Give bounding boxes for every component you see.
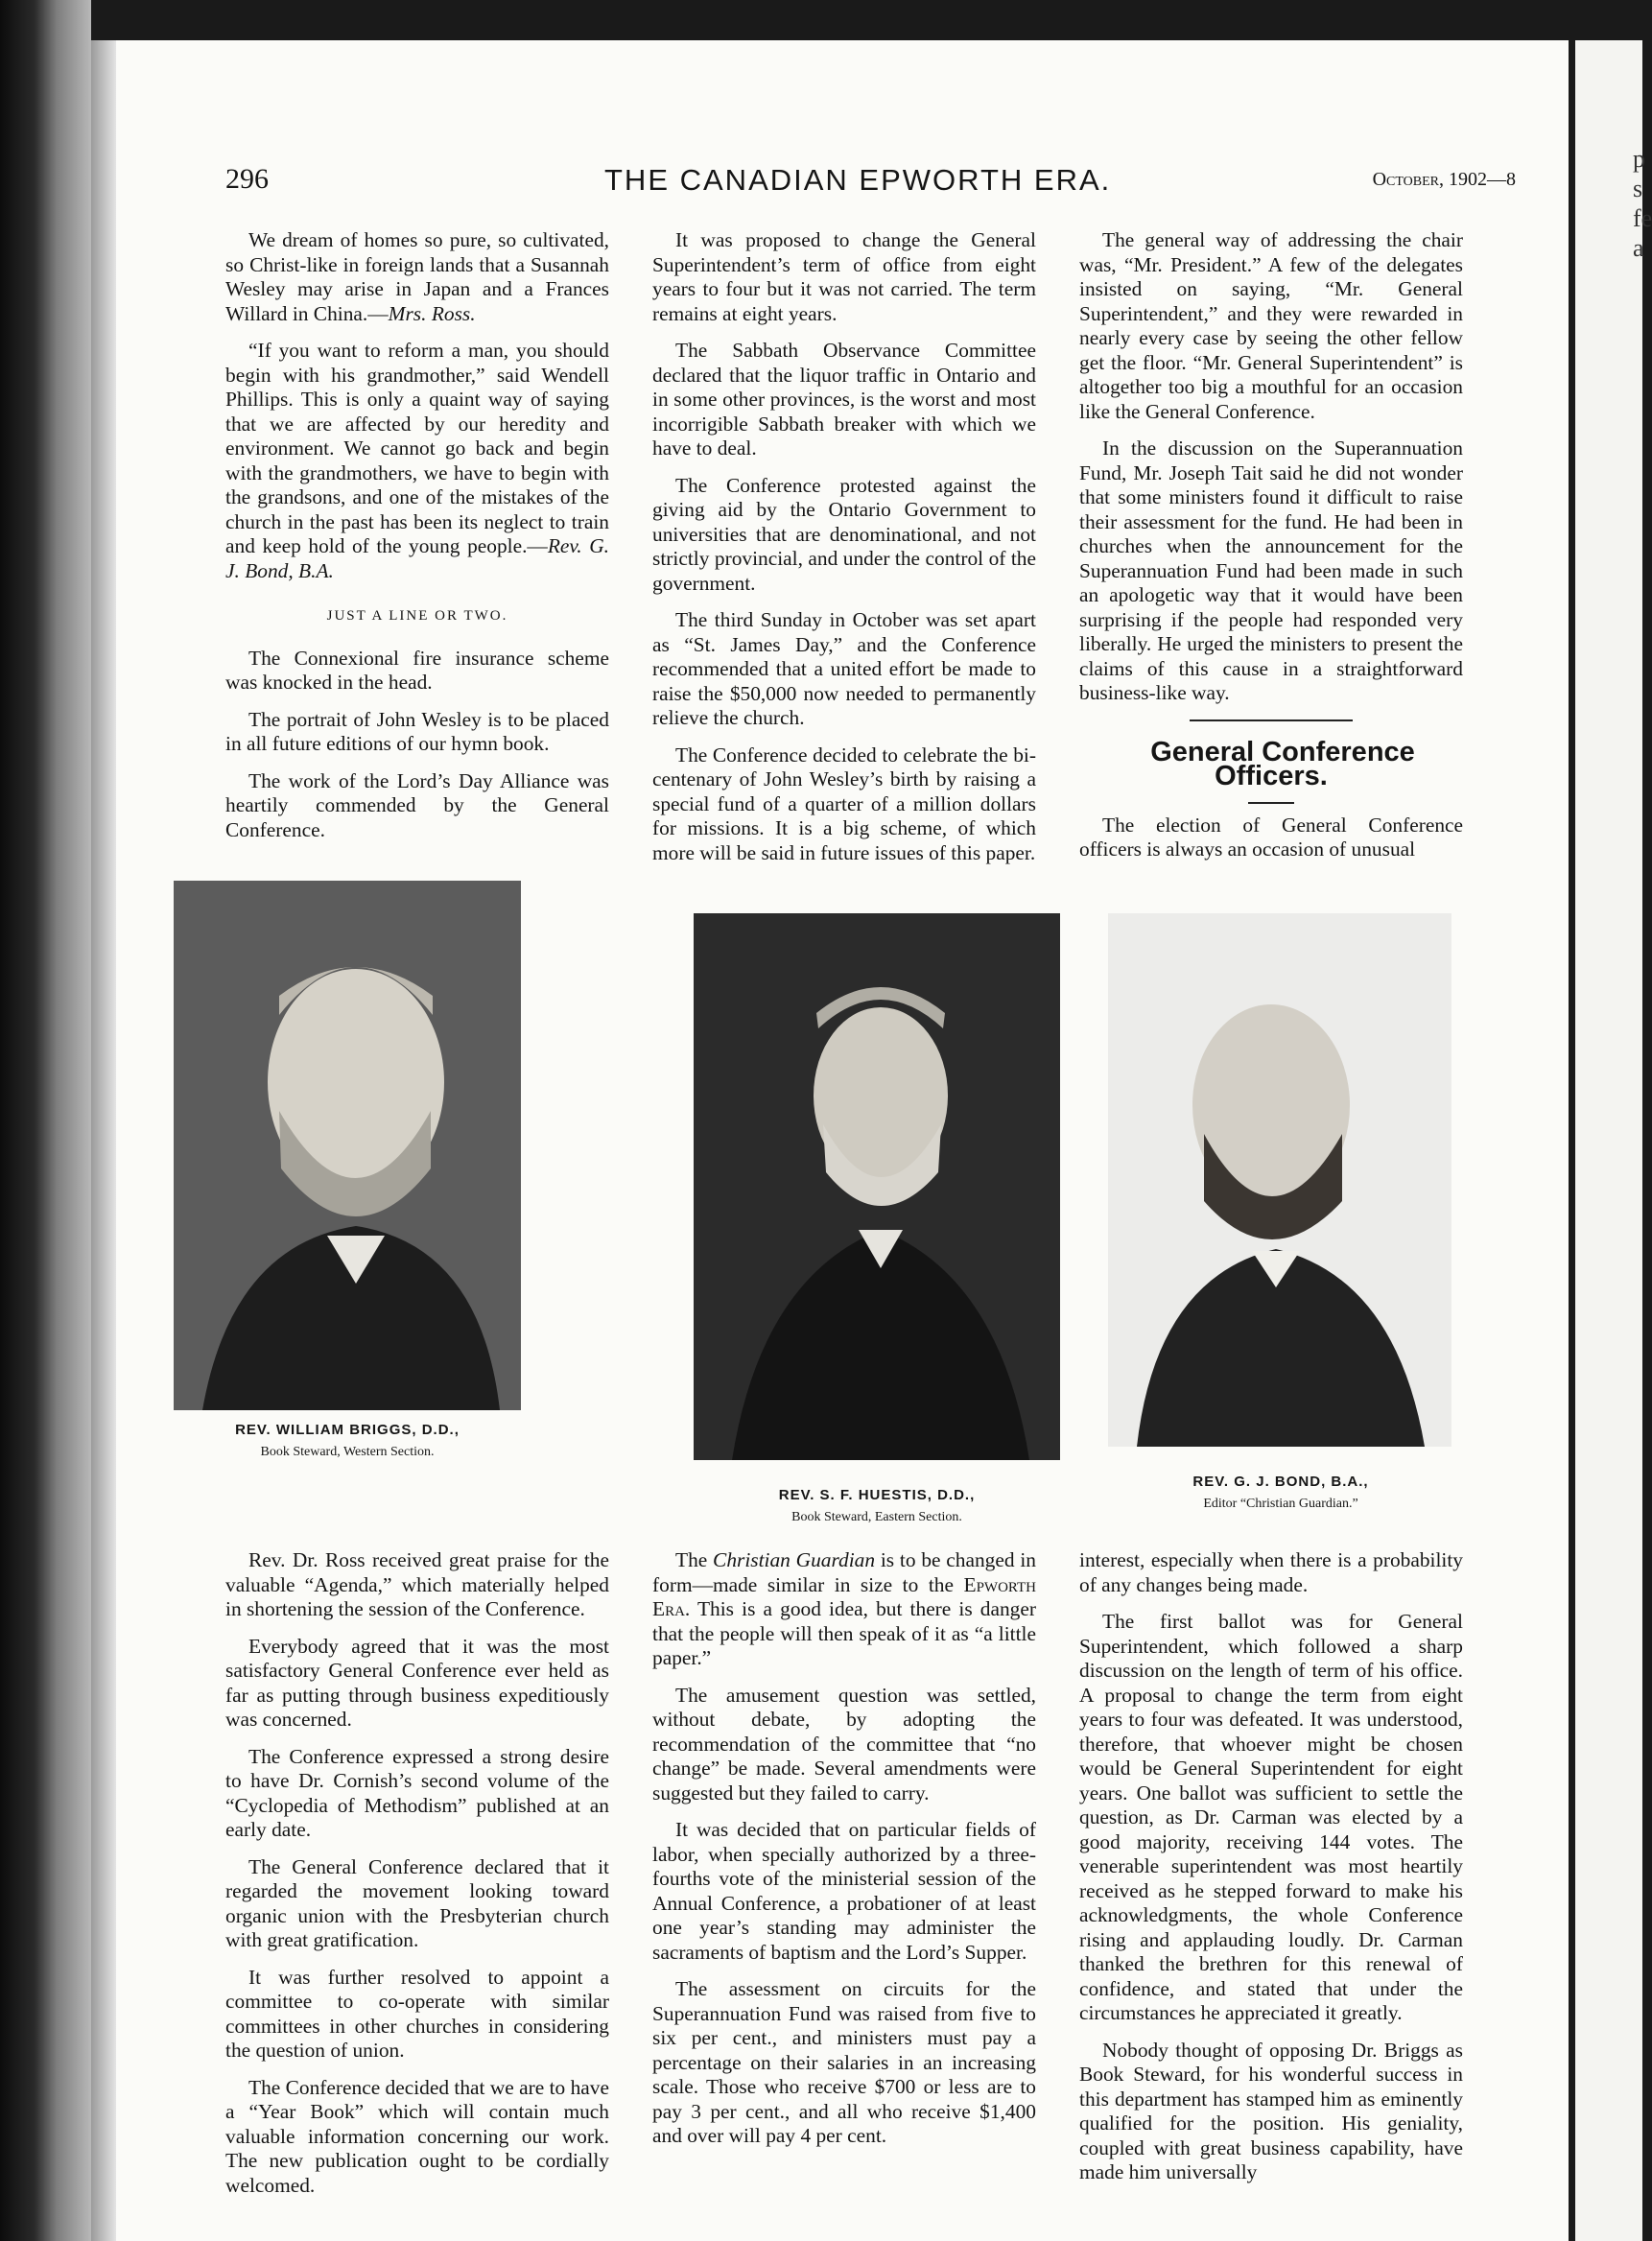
column-3-bottom [1079, 1548, 1463, 2198]
column-3-top [1079, 228, 1463, 875]
page-number: 296 [225, 163, 269, 195]
portrait-photo [694, 913, 1060, 1460]
paragraph: The Christian Guardian is to be changed in form—made similar in size to the Epworth Era. This is a good idea, but there is danger that the people will then speak of it as “a little paper.” [652, 1548, 1036, 1669]
portrait-name: REV. S. F. HUESTIS, D.D., [778, 1487, 976, 1503]
section-divider [1190, 719, 1353, 721]
column-1-top [225, 228, 609, 855]
bearded-man-photo-icon [1108, 913, 1451, 1447]
paragraph: It was proposed to change the General Superintendent’s term of office from eight years to four but it was not carried. The term remains at eight years. [652, 228, 1036, 325]
paragraph: “If you want to reform a man, you should begin with his grandmother,” said Wendell Phillips. This is only a quaint way of saying that we are affected by our heredity and environment. We cannot go back and begin with the grandmothers, we have to begin with the grandsons, and one of the mistakes of the church in the past has been its neglect to train and keep hold of the young people.—Rev. G. J. Bond, B.A. [225, 339, 609, 582]
portrait-photo [174, 881, 521, 1410]
paragraph: Everybody agreed that it was the most satisfactory General Conference ever held as far as putting through business expeditiously was concerned. [225, 1634, 609, 1731]
portrait-s-f-huestis [694, 913, 1060, 1524]
paragraph: The election of General Conference officers is always an occasion of unusual [1079, 813, 1463, 861]
paragraph: It was decided that on particular fields of labor, when specially authorized by a three-fourths vote of the ministerial session of the Annual Conference, a probationer of at least one year’s standing may administer the sacraments of baptism and the Lord’s Supper. [652, 1818, 1036, 1964]
paragraph: Rev. Dr. Ross received great praise for the valuable “Agenda,” which materially helped in shortening the session of the Conference. [225, 1548, 609, 1620]
portrait-g-j-bond [1108, 913, 1453, 1518]
paragraph: Nobody thought of opposing Dr. Briggs as Book Steward, for his wonderful success in this department has stamped him as eminently qualified for the position. His geniality, coupled with great business capability, have made him universally [1079, 2038, 1463, 2183]
paragraph: The Sabbath Observance Committee declared that the liquor traffic in Ontario and in some other provinces, is the worst and most incorrigible Sabbath breaker with which we have to deal. [652, 339, 1036, 460]
paragraph: The Conference decided to celebrate the bi-centenary of John Wesley’s birth by raising a special fund of a quarter of a million dollars for missions. It is a big scheme, of which more will be said in future issues of this paper. [652, 743, 1036, 864]
adjacent-page-fragment: fe [1633, 204, 1652, 232]
portrait-name: REV. WILLIAM BRIGGS, D.D., [235, 1422, 460, 1438]
portrait-photo [1108, 913, 1451, 1447]
portrait-title: Book Steward, Eastern Section. [791, 1510, 962, 1524]
paragraph: The amusement question was settled, without debate, by adopting the recommendation of the committee that “no change” be made. Several amendments were suggested but they failed to carry. [652, 1683, 1036, 1805]
paragraph: The Connexional fire insurance scheme was knocked in the head. [225, 646, 609, 694]
column-2-top [652, 228, 1036, 878]
magazine-page [91, 40, 1569, 2241]
paragraph: The first ballot was for General Superintendent, which followed a sharp discussion on the length of term of his office. A proposal to change the term from eight years to four was defeated. It was understood, therefore, that whoever might be chosen would be General Superintendent for eight years. One ballot was sufficient to settle the question, as Dr. Carman was elected by a good majority, receiving 144 votes. The venerable superintendent was most heartily received as he stepped forward to make his acknowledgments, the whole Conference rising and applauding loudly. Dr. Carman thanked the brethren for this renewal of confidence, and stated that under the circumstances he appreciated it greatly. [1079, 1610, 1463, 2024]
issue-date: October, 1902—8 [1372, 169, 1516, 190]
paragraph: The Conference decided that we are to have a “Year Book” which will contain much valuable information concerning our work. The new publication ought to be cordially welcomed. [225, 2075, 609, 2197]
adjacent-page-edge [1575, 40, 1652, 2241]
bearded-man-photo-icon [174, 881, 521, 1410]
paragraph: In the discussion on the Superannuation Fund, Mr. Joseph Tait said he did not wonder that some ministers found it difficult to raise their assessment for the fund. He had been in churches when the announcement for the Superannuation Fund had been made in such an apologetic way that it would have been surprising if the people had responded very liberally. He urged the ministers to present the claims of this cause in a straightforward business-like way. [1079, 436, 1463, 704]
paragraph: The General Conference declared that it regarded the movement looking toward organic union with the Presbyterian church with great gratification. [225, 1854, 609, 1951]
page-edge-shadow [91, 40, 116, 2241]
section-heading: General Conference Officers. [1150, 736, 1415, 791]
paragraph: The portrait of John Wesley is to be placed in all future editions of our hymn book. [225, 707, 609, 755]
bearded-man-photo-icon [694, 913, 1060, 1460]
paragraph: interest, especially when there is a probability of any changes being made. [1079, 1548, 1463, 1596]
portrait-title: Book Steward, Western Section. [260, 1445, 435, 1459]
subheading: JUST A LINE OR TWO. [326, 608, 508, 624]
adjacent-page-fragment: a [1633, 234, 1644, 262]
portrait-title: Editor “Christian Guardian.” [1203, 1497, 1358, 1511]
column-2-bottom [652, 1548, 1036, 2161]
paragraph: The Conference protested against the giving aid by the Ontario Government to universities that are denominational, and not strictly provincial, and under the control of the government. [652, 473, 1036, 595]
masthead-title: THE CANADIAN EPWORTH ERA. [604, 163, 1112, 197]
paragraph: The general way of addressing the chair was, “Mr. President.” A few of the delegates insisted on saying, “Mr. General Superintendent,” and they were rewarded in nearly every case by seeing the other fellow get the floor. “Mr. General Superintendent” is altogether too big a mouthful for an occasion like the General Conference. [1079, 228, 1463, 423]
portrait-name: REV. G. J. BOND, B.A., [1192, 1474, 1369, 1490]
paragraph: The third Sunday in October was set apart as “St. James Day,” and the Conference recommended that a united effort be made to raise the $50,000 now needed to permanently relieve the church. [652, 608, 1036, 729]
adjacent-page-fragment: p [1633, 145, 1645, 173]
paragraph: The assessment on circuits for the Superannuation Fund was raised from five to six per cent., and ministers must pay a percentage on their salaries in an increasing scale. Those who receive $700 or less are to pay 3 per cent., and all who receive $1,400 and over will pay 4 per cent. [652, 1977, 1036, 2147]
adjacent-page-fragment: s [1633, 175, 1643, 202]
paragraph: The Conference expressed a strong desire to have Dr. Cornish’s second volume of the “Cyclopedia of Methodism” published at an early date. [225, 1744, 609, 1841]
portrait-william-briggs [174, 881, 521, 1495]
column-1-bottom [225, 1548, 609, 2210]
paragraph: It was further resolved to appoint a committee to co-operate with similar committees in other churches in considering the question of union. [225, 1965, 609, 2062]
page-header [91, 163, 1569, 211]
paragraph: We dream of homes so pure, so cultivated, so Christ-like in foreign lands that a Susannah Wesley may arise in Japan and a Frances Willard in China.—Mrs. Ross. [225, 228, 609, 325]
paragraph: The work of the Lord’s Day Alliance was heartily commended by the General Conference. [225, 768, 609, 841]
heading-underline [1248, 802, 1294, 804]
book-binding [0, 0, 91, 2241]
